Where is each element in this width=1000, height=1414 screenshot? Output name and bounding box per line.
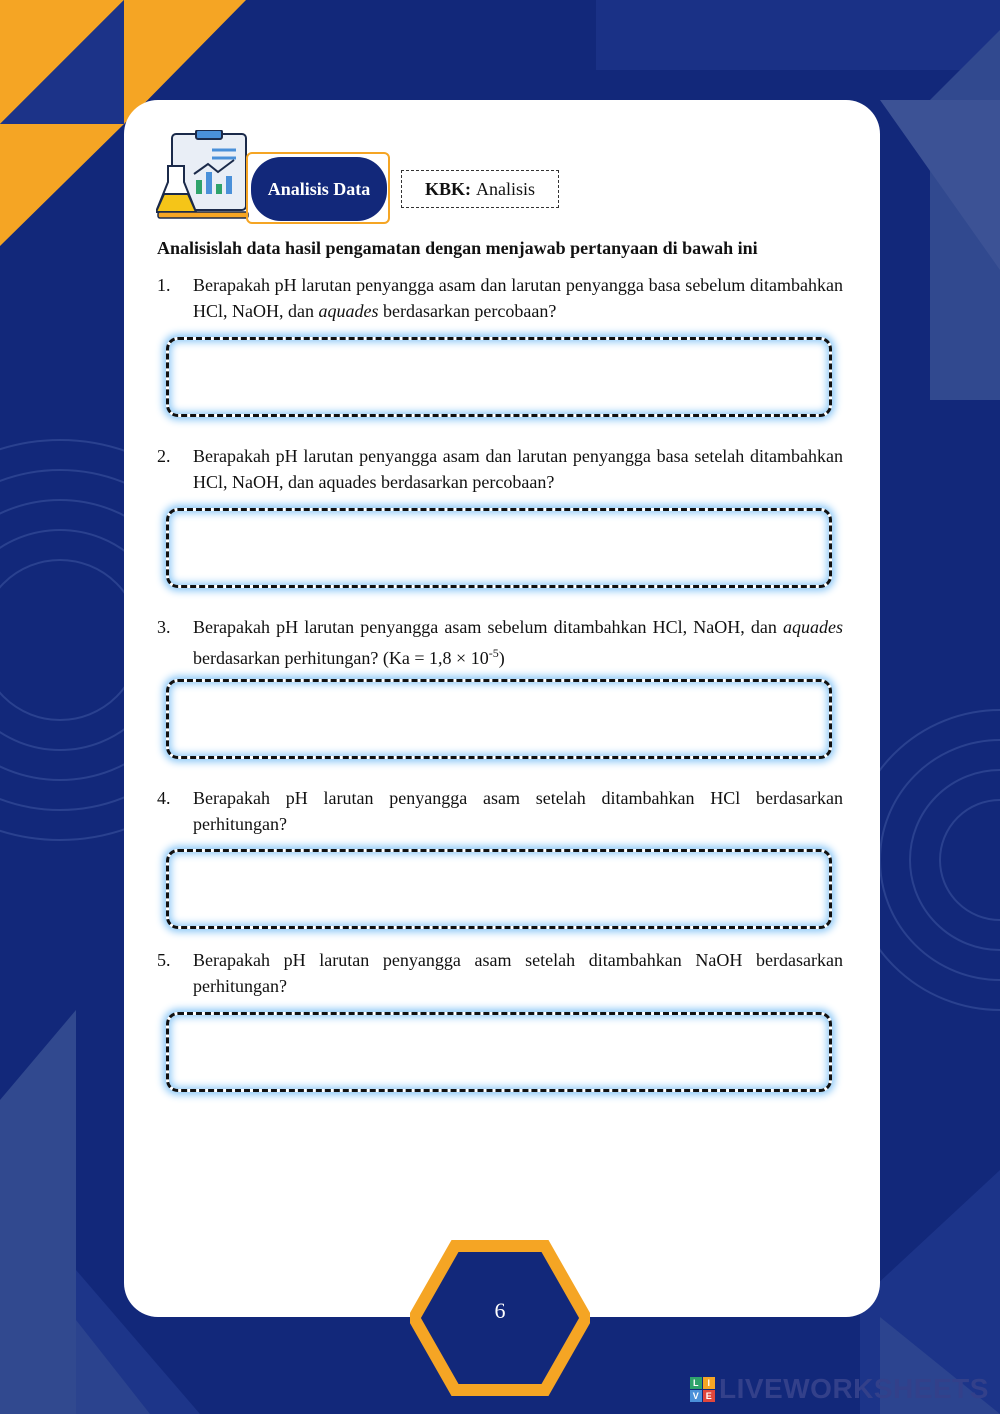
question-5 bbox=[157, 947, 843, 999]
question-number: 3. bbox=[157, 617, 171, 637]
kbk-label-box bbox=[401, 170, 559, 208]
answer-box-4[interactable] bbox=[166, 849, 832, 929]
page-number: 6 bbox=[494, 1298, 506, 1323]
question-number: 2. bbox=[157, 446, 171, 466]
answer-box-3[interactable] bbox=[166, 679, 832, 759]
answer-box-2[interactable] bbox=[166, 508, 832, 588]
question-1 bbox=[157, 272, 843, 324]
question-number: 5. bbox=[157, 950, 171, 970]
question-3 bbox=[157, 614, 843, 671]
kbk-label: KBK: bbox=[424, 178, 471, 199]
section-badge: Analisis Data bbox=[251, 157, 387, 221]
question-text: Berapakah pH larutan penyangga asam sebelum ditambahkan HCl, NaOH, dan aquades berdasarkan perhitungan? $(Ka = 1,8 \times 10^{-5})$ bbox=[193, 617, 843, 668]
answer-box-1[interactable] bbox=[166, 337, 832, 417]
question-text: Berapakah pH larutan penyangga asam dan larutan penyangga basa sebelum ditambahkan HCl, NaOH, dan aquades berdasarkan percobaan? bbox=[193, 275, 843, 321]
answer-box-5[interactable] bbox=[166, 1012, 832, 1092]
liveworksheets-watermark bbox=[690, 1374, 989, 1404]
instruction-text: Analisislah data hasil pengamatan dengan menjawab pertanyaan di bawah ini bbox=[157, 238, 758, 258]
clipboard-chart-flask-icon bbox=[156, 130, 252, 226]
watermark-text: LIVEWORKSHEETS bbox=[719, 1373, 989, 1404]
kbk-value: Analisis bbox=[476, 178, 536, 199]
question-number: 1. bbox=[157, 275, 171, 295]
question-number: 4. bbox=[157, 788, 171, 808]
question-text: Berapakah pH larutan penyangga asam setelah ditambahkan HCl berdasarkan perhitungan? bbox=[193, 788, 843, 834]
question-text: Berapakah pH larutan penyangga asam dan larutan penyangga basa setelah ditambahkan HCl, NaOH, dan aquades berdasarkan percobaan? bbox=[193, 446, 843, 492]
question-2 bbox=[157, 443, 843, 495]
question-4 bbox=[157, 785, 843, 837]
question-text: Berapakah pH larutan penyangga asam setelah ditambahkan NaOH berdasarkan perhitungan? bbox=[193, 950, 843, 996]
liveworksheets-logo-icon: L I V E bbox=[690, 1377, 715, 1402]
